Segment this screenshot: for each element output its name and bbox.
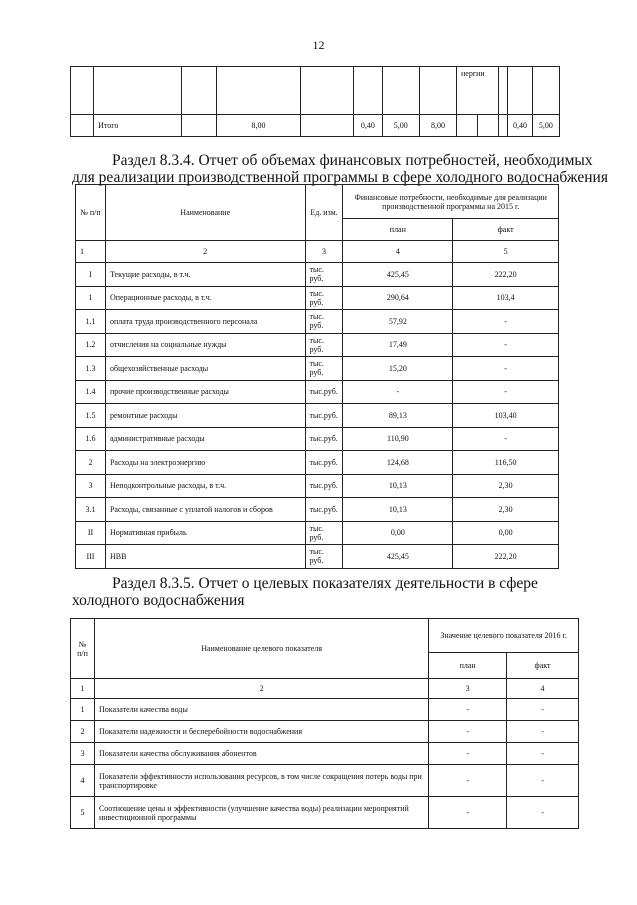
table-row <box>71 699 579 721</box>
row-plan: 10,13 <box>343 498 453 522</box>
row-name: административные расходы <box>105 427 305 451</box>
row-plan: 124,68 <box>343 451 453 475</box>
row-plan: 15,20 <box>343 357 453 381</box>
row-num: 2 <box>76 451 106 475</box>
table-row <box>76 380 559 404</box>
row-plan: - <box>429 797 507 829</box>
section-834-title-line2: для реализации производственной программы в сфере холодного водоснабжения <box>72 169 608 186</box>
total-c12: 5,00 <box>532 115 559 137</box>
continuation-table <box>70 66 560 137</box>
row-plan: - <box>429 743 507 765</box>
header-value: Значение целевого показателя 2016 г. <box>429 619 579 653</box>
row-name: Показатели эффективности использования ресурсов, в том числе сокращения потерь воды при транспортировке <box>94 765 428 797</box>
row-fact: 116,50 <box>453 451 559 475</box>
column-numbers-row <box>76 241 559 263</box>
row-fact: 2,30 <box>453 474 559 498</box>
colnum: 2 <box>94 679 428 699</box>
row-unit: тыс.руб. <box>305 380 343 404</box>
row-fact: - <box>507 765 579 797</box>
row-plan: 17,49 <box>343 333 453 357</box>
table-row <box>76 451 559 475</box>
row-num: III <box>76 545 106 569</box>
table-row <box>76 545 559 569</box>
row-name: Соотношение цены и эффективности (улучшение качества воды) реализации мероприятий инвестиционной программы <box>94 797 428 829</box>
row-fact: - <box>507 699 579 721</box>
row-unit: тыс. руб. <box>305 357 343 381</box>
row-fact: 2,30 <box>453 498 559 522</box>
row-fact: - <box>453 427 559 451</box>
header-name: Наименование <box>105 185 305 241</box>
row-name: отчисления на социальные нужды <box>105 333 305 357</box>
row-name: Неподконтрольные расходы, в т.ч. <box>105 474 305 498</box>
table-row <box>76 404 559 428</box>
section-835-heading <box>72 575 562 609</box>
row-num: 3 <box>76 474 106 498</box>
row-name: Показатели надежности и бесперебойности водоснабжения <box>94 721 428 743</box>
row-plan: 57,92 <box>343 310 453 334</box>
financial-needs-table <box>75 184 559 569</box>
table-row <box>76 333 559 357</box>
colnum: 1 <box>76 241 106 263</box>
table-row <box>76 427 559 451</box>
energy-fragment: нергии <box>457 67 499 115</box>
row-num: I <box>76 263 106 287</box>
row-unit: тыс. руб. <box>305 521 343 545</box>
table-row <box>71 721 579 743</box>
row-name: Расходы на электроэнергию <box>105 451 305 475</box>
row-unit: тыс.руб. <box>305 498 343 522</box>
colnum: 5 <box>453 241 559 263</box>
row-plan: - <box>429 699 507 721</box>
row-name: Показатели качества воды <box>94 699 428 721</box>
row-fact: 222,20 <box>453 263 559 287</box>
table-row <box>76 474 559 498</box>
row-name: Операционные расходы, в т.ч. <box>105 286 305 310</box>
colnum: 1 <box>71 679 95 699</box>
table-row <box>76 310 559 334</box>
row-name: НВВ <box>105 545 305 569</box>
row-plan: - <box>429 721 507 743</box>
row-num: 5 <box>71 797 95 829</box>
row-fact: - <box>507 797 579 829</box>
table-row <box>76 521 559 545</box>
row-fact: 103,40 <box>453 404 559 428</box>
header-num: № п/п <box>76 185 106 241</box>
colnum: 3 <box>429 679 507 699</box>
header-name: Наименование целевого показателя <box>94 619 428 679</box>
table-row <box>76 263 559 287</box>
row-name: прочие производственные расходы <box>105 380 305 404</box>
target-indicators-table <box>70 618 579 829</box>
table-row <box>71 743 579 765</box>
row-num: 3 <box>71 743 95 765</box>
row-plan: 0,00 <box>343 521 453 545</box>
section-835-title-line1: Раздел 8.3.5. Отчет о целевых показателях деятельности в сфере <box>112 575 538 592</box>
row-fact: - <box>453 357 559 381</box>
row-unit: тыс. руб. <box>305 545 343 569</box>
page-number: 12 <box>312 38 325 52</box>
row-fact: - <box>507 743 579 765</box>
row-num: 1.4 <box>76 380 106 404</box>
section-834-title-line1: Раздел 8.3.4. Отчет об объемах финансовых потребностей, необходимых <box>112 152 593 169</box>
row-name: Нормативная прибыль <box>105 521 305 545</box>
header-num: № п/п <box>71 619 95 679</box>
row-num: 2 <box>71 721 95 743</box>
row-unit: тыс.руб. <box>305 474 343 498</box>
row-plan: 425,45 <box>343 263 453 287</box>
total-c8: 8,00 <box>419 115 456 137</box>
row-unit: тыс. руб. <box>305 263 343 287</box>
total-c6: 0,40 <box>353 115 382 137</box>
row-num: 1.1 <box>76 310 106 334</box>
colnum: 3 <box>305 241 343 263</box>
table-row <box>76 498 559 522</box>
row-num: II <box>76 521 106 545</box>
row-fact: - <box>507 721 579 743</box>
row-unit: тыс.руб. <box>305 451 343 475</box>
section-834-heading <box>72 152 608 186</box>
row-num: 4 <box>71 765 95 797</box>
row-unit: тыс.руб. <box>305 427 343 451</box>
colnum: 2 <box>105 241 305 263</box>
row-fact: 0,00 <box>453 521 559 545</box>
row-unit: тыс. руб. <box>305 310 343 334</box>
header-unit: Ед. изм. <box>305 185 343 241</box>
row-name: ремонтные расходы <box>105 404 305 428</box>
row-num: 1.2 <box>76 333 106 357</box>
row-plan: 425,45 <box>343 545 453 569</box>
total-label: Итого <box>94 115 182 137</box>
row-fact: - <box>453 333 559 357</box>
row-plan: - <box>343 380 453 404</box>
header-plan: план <box>343 219 453 241</box>
total-c3: 8,00 <box>217 115 301 137</box>
row-num: 3.1 <box>76 498 106 522</box>
table-row <box>71 765 579 797</box>
row-num: 1 <box>71 699 95 721</box>
row-plan: 290,64 <box>343 286 453 310</box>
table-row <box>76 357 559 381</box>
header-needs: Финансовые потребности, необходимые для реализации производственной программы на 2015 г. <box>343 185 559 219</box>
row-plan: 89,13 <box>343 404 453 428</box>
total-c7: 5,00 <box>382 115 419 137</box>
row-name: Расходы, связанные с уплатой налогов и сборов <box>105 498 305 522</box>
section-835-title-line2: холодного водоснабжения <box>72 592 245 609</box>
row-fact: 103,4 <box>453 286 559 310</box>
row-num: 1.6 <box>76 427 106 451</box>
header-fact: факт <box>507 653 579 679</box>
row-fact: - <box>453 380 559 404</box>
row-name: общехозяйственные расходы <box>105 357 305 381</box>
header-fact: факт <box>453 219 559 241</box>
row-num: 1.3 <box>76 357 106 381</box>
row-fact: 222,20 <box>453 545 559 569</box>
total-c11: 0,40 <box>508 115 533 137</box>
row-plan: 10,13 <box>343 474 453 498</box>
row-plan: - <box>429 765 507 797</box>
table-row <box>76 286 559 310</box>
row-name: Показатели качества обслуживания абонентов <box>94 743 428 765</box>
row-num: 1.5 <box>76 404 106 428</box>
colnum: 4 <box>507 679 579 699</box>
row-name: Текущие расходы, в т.ч. <box>105 263 305 287</box>
header-plan: план <box>429 653 507 679</box>
row-unit: тыс. руб. <box>305 286 343 310</box>
row-unit: тыс. руб. <box>305 333 343 357</box>
row-unit: тыс.руб. <box>305 404 343 428</box>
colnum: 4 <box>343 241 453 263</box>
row-name: оплата труда производственного персонала <box>105 310 305 334</box>
row-fact: - <box>453 310 559 334</box>
row-plan: 110,90 <box>343 427 453 451</box>
row-num: 1 <box>76 286 106 310</box>
table-row <box>71 797 579 829</box>
column-numbers-row <box>71 679 579 699</box>
